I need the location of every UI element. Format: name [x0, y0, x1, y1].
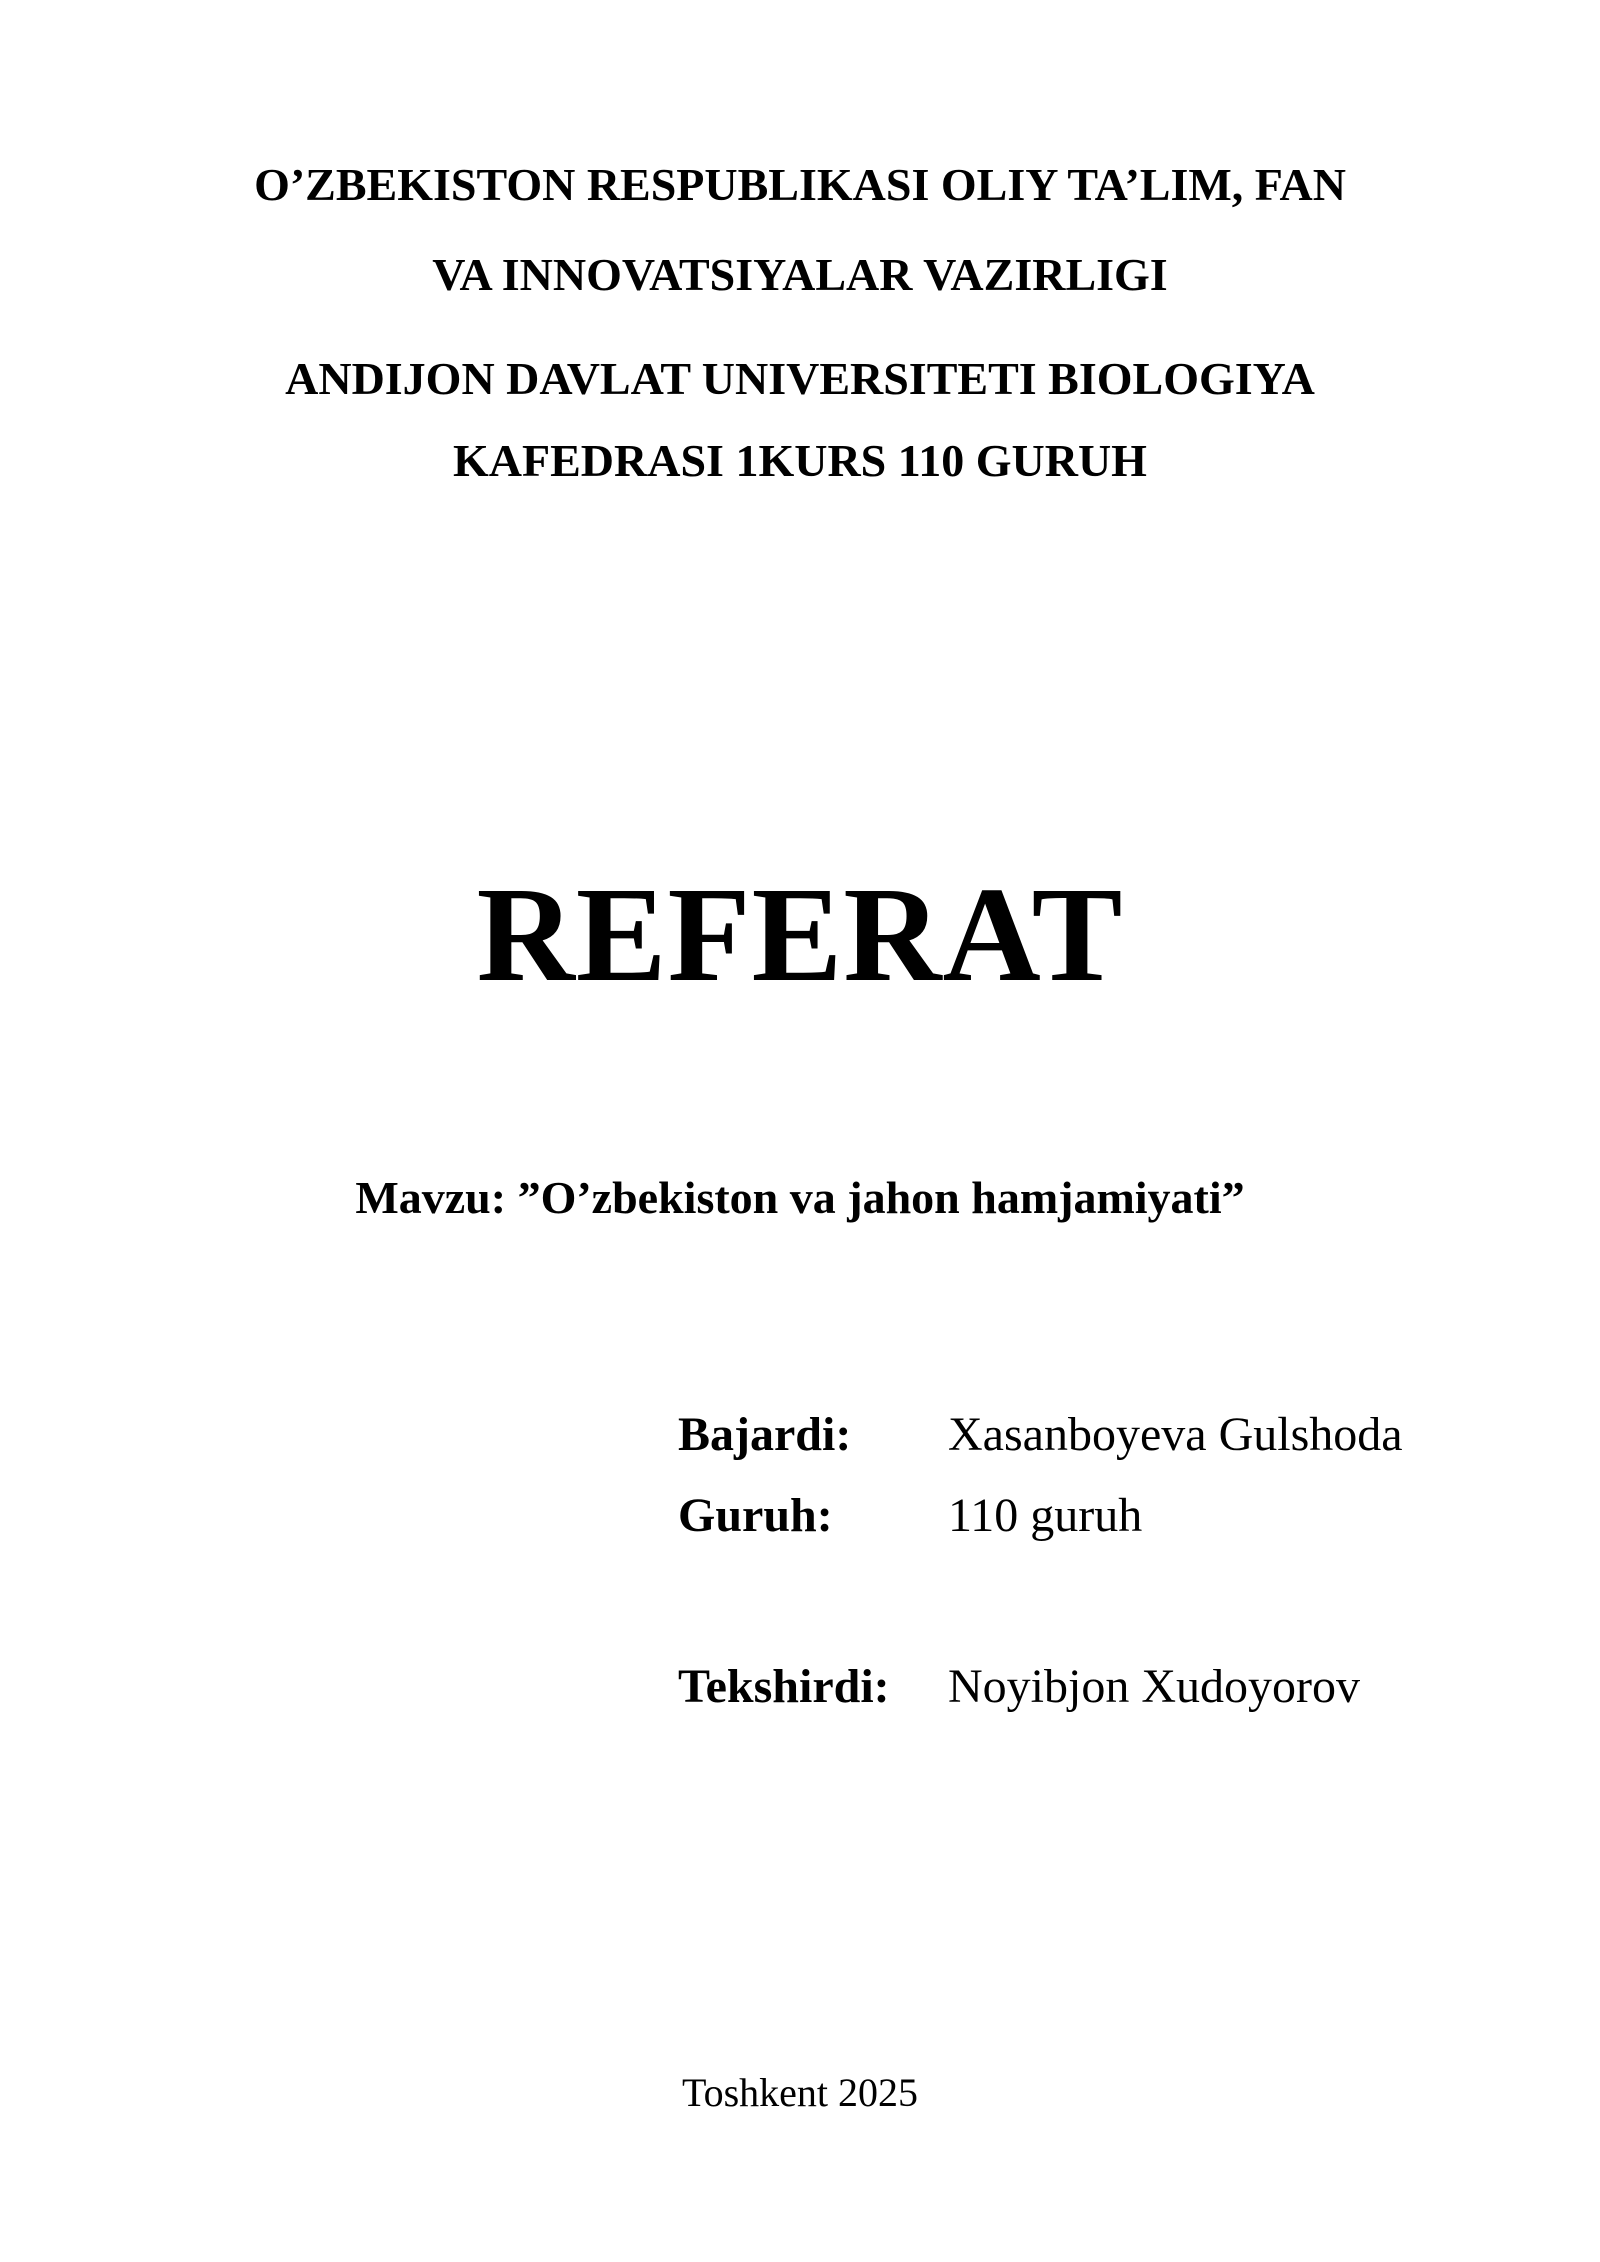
info-label: Guruh:: [678, 1489, 833, 1542]
ministry-line-1: O’ZBEKISTON RESPUBLIKASI OLIY TA’LIM, FAN: [254, 159, 1346, 210]
footer-place-year: Toshkent 2025: [681, 2070, 919, 2115]
university-line-2: KAFEDRASI 1KURS 110 GURUH: [453, 435, 1147, 486]
ministry-heading: [0, 140, 1600, 320]
info-row-bajardi: [678, 1405, 1403, 1465]
university-heading: [0, 338, 1600, 502]
info-value: 110 guruh: [948, 1489, 1143, 1542]
info-label: Tekshirdi:: [678, 1660, 890, 1713]
info-value: Noyibjon Xudoyorov: [948, 1660, 1360, 1713]
info-row-guruh: [678, 1486, 1142, 1546]
info-row-tekshirdi: [678, 1657, 1360, 1717]
university-line-1: ANDIJON DAVLAT UNIVERSITETI BIOLOGIYA: [285, 353, 1315, 404]
info-value: Xasanboyeva Gulshoda: [948, 1408, 1403, 1461]
document-title: REFERAT: [476, 860, 1124, 1010]
ministry-line-2: VA INNOVATSIYALAR VAZIRLIGI: [432, 249, 1168, 300]
info-label: Bajardi:: [678, 1408, 852, 1461]
topic-line: Mavzu: ”O’zbekiston va jahon hamjamiyati”: [355, 1172, 1245, 1223]
